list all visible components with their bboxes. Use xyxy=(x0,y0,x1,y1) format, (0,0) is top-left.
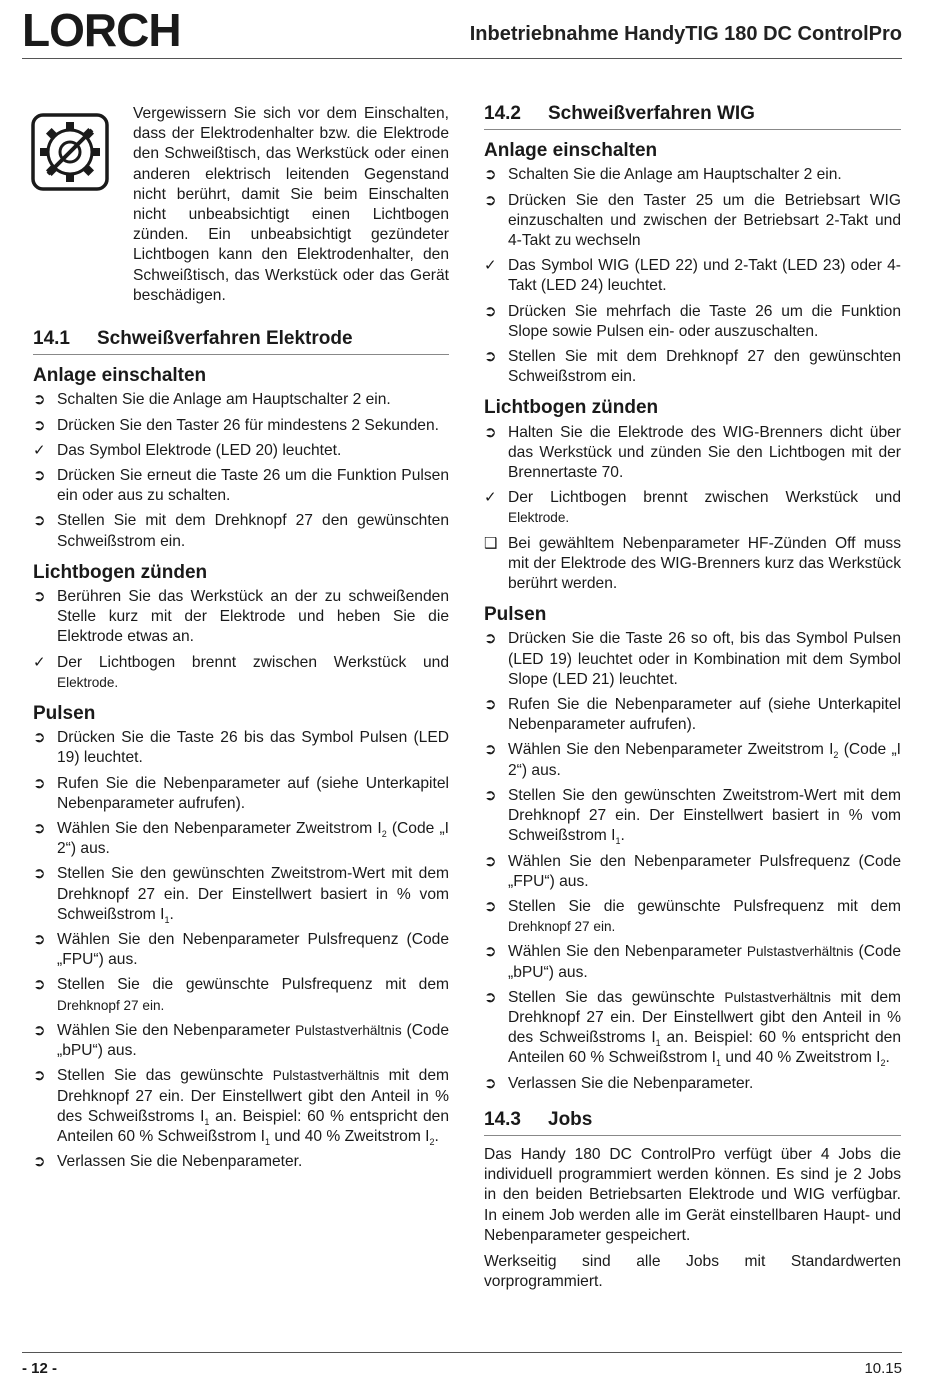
list-item: ✓ Das Symbol Elektrode (LED 20) leuchtet. xyxy=(33,441,449,461)
section-title: Jobs xyxy=(548,1108,593,1130)
subheading-lichtbogen: Lichtbogen zünden xyxy=(484,397,659,419)
list-item: ➲ Schalten Sie die Anlage am Hauptschalter 2 ein. xyxy=(484,165,901,185)
right-column xyxy=(484,104,901,1298)
subheading-lichtbogen: Lichtbogen zünden xyxy=(33,561,208,583)
arrow-icon: ➲ xyxy=(33,588,46,606)
subheading-pulsen: Pulsen xyxy=(33,703,96,725)
arrow-icon: ➲ xyxy=(33,391,46,409)
list-item: ➲ Verlassen Sie die Nebenparameter. xyxy=(33,1152,449,1172)
warning-text: Vergewissern Sie sich vor dem Einschalten, dass der Elektrodenhalter bzw. die Elektrode den Schweißtisch, das Werkstück oder einen anderen elektrisch leitenden Gegenstand nicht berührt, damit Sie beim Einschalten nicht unbeabsichtigt einen Lichtbogen zünden. Ein unbeabsichtigt gezündeter Lichtbogen kann den Elektrodenhalter, den Schweißtisch, das Werkstück oder das Gerät beschädigen. xyxy=(133,105,449,304)
jobs-paragraph-2: Werkseitig sind alle Jobs mit Standardwerten vorprogrammiert. xyxy=(484,1252,901,1291)
arrow-icon: ➲ xyxy=(33,1067,46,1085)
page-number: - 12 - xyxy=(22,1360,58,1377)
arrow-icon: ➲ xyxy=(33,729,46,747)
arrow-icon: ➲ xyxy=(33,512,46,530)
list-item: ❑ Bei gewähltem Nebenparameter HF-Zünden Off muss mit der Elektrode des WIG-Brenners kurz das Werkstück berührt werden. xyxy=(484,534,901,593)
arrow-icon: ➲ xyxy=(484,191,497,209)
brand-logo: LORCH xyxy=(22,4,181,56)
section-number: 14.2 xyxy=(484,103,521,124)
check-icon: ✓ xyxy=(484,489,497,507)
list-item: ➲ Berühren Sie das Werkstück an der zu schweißenden Stelle kurz mit der Elektrode und heben Sie die Elektrode etwas an. xyxy=(33,588,449,646)
steps-anlage xyxy=(33,390,449,551)
steps-lichtbogen xyxy=(33,587,449,693)
arrow-icon: ➲ xyxy=(484,786,497,804)
arrow-icon: ➲ xyxy=(484,348,497,366)
list-item: ➲ Rufen Sie die Nebenparameter auf (siehe Unterkapitel Nebenparameter aufrufen). xyxy=(484,696,901,734)
check-icon: ✓ xyxy=(33,653,46,671)
subheading-anlage: Anlage einschalten xyxy=(484,140,658,162)
section-title: Schweißverfahren Elektrode xyxy=(97,328,353,349)
list-item: ➲ Wählen Sie den Nebenparameter Pulsfrequenz (Code „FPU“) aus. xyxy=(33,931,449,969)
list-item: ➲ Wählen Sie den Nebenparameter Zweitstrom $I_2$ (Code „I 2“) aus. xyxy=(33,820,449,858)
warning-block xyxy=(33,104,449,320)
list-item: ➲ Verlassen Sie die Nebenparameter. xyxy=(484,1074,901,1094)
arrow-icon: ➲ xyxy=(484,630,497,648)
page-header xyxy=(22,6,902,59)
list-item: ✓ Das Symbol WIG (LED 22) und 2-Takt (LED 23) oder 4-Takt (LED 24) leuchtet. xyxy=(484,257,901,295)
gear-warning-icon xyxy=(30,112,110,192)
list-item: ➲ Wählen Sie den Nebenparameter Pulsfrequenz (Code „FPU“) aus. xyxy=(484,852,901,890)
jobs-paragraph-1: Das Handy 180 DC ControlPro verfügt über 4 Jobs die individuell programmiert werden können. Es sind je 2 Jobs in den beiden Betriebsarten Elektrode und WIG verfügbar. In einem Job werden alle im Gerät einstellbaren Haupt- und Nebenparameter gespeichert. xyxy=(484,1145,901,1244)
left-column xyxy=(33,104,449,1177)
list-item: ➲ Stellen Sie den gewünschten Zweitstrom-Wert mit dem Drehknopf 27 ein. Der Einstellwert basiert in % vom Schweißstrom $I_1$. xyxy=(33,865,449,925)
list-item: ➲ Stellen Sie den gewünschten Zweitstrom-Wert mit dem Drehknopf 27 ein. Der Einstellwert basiert in % vom Schweißstrom $I_1$. xyxy=(484,786,901,847)
steps-lichtbogen xyxy=(484,423,901,595)
arrow-icon: ➲ xyxy=(33,1153,46,1171)
checkbox-icon: ❑ xyxy=(484,534,498,552)
subheading-pulsen: Pulsen xyxy=(484,604,547,626)
document-title: Inbetriebnahme HandyTIG 180 DC ControlPro xyxy=(469,23,902,45)
list-item: ➲ Drücken Sie die Taste 26 bis das Symbol Pulsen (LED 19) leuchtet. xyxy=(33,729,449,767)
section-number: 14.3 xyxy=(484,1108,521,1130)
steps-pulsen xyxy=(33,728,449,1172)
list-item: ➲ Stellen Sie die gewünschte Pulsfrequenz mit dem Drehknopf 27 ein. xyxy=(484,897,901,935)
arrow-icon: ➲ xyxy=(484,852,497,870)
list-item: ➲ Wählen Sie den Nebenparameter Zweitstrom $I_2$ (Code „I 2“) aus. xyxy=(484,741,901,779)
list-item: ➲ Drücken Sie den Taster 25 um die Betriebsart WIG einzuschalten und zwischen der Betriebsart 2-Takt und 4-Takt zu wechseln xyxy=(484,191,901,250)
check-icon: ✓ xyxy=(484,257,497,275)
arrow-icon: ➲ xyxy=(484,166,497,184)
list-item: ➲ Wählen Sie den Nebenparameter Pulstastverhältnis (Code „bPU“) aus. xyxy=(33,1021,450,1060)
arrow-icon: ➲ xyxy=(33,774,46,792)
section-title: Schweißverfahren WIG xyxy=(548,103,755,124)
list-item: ✓ Der Lichtbogen brennt zwischen Werkstück und Elektrode. xyxy=(33,653,449,690)
steps-anlage xyxy=(484,165,901,387)
list-item: ➲ Halten Sie die Elektrode des WIG-Brenners dicht über das Werkstück und zünden Sie den Lichtbogen mit der Brennertaste 70. xyxy=(484,423,901,482)
list-item: ➲ Rufen Sie die Nebenparameter auf (siehe Unterkapitel Nebenparameter aufrufen). xyxy=(33,774,449,812)
list-item: ✓ Der Lichtbogen brennt zwischen Werkstück und Elektrode. xyxy=(484,489,901,526)
arrow-icon: ➲ xyxy=(33,820,46,838)
arrow-icon: ➲ xyxy=(484,423,497,441)
list-item: ➲ Stellen Sie die gewünschte Pulsfrequenz mit dem Drehknopf 27 ein. xyxy=(33,976,449,1013)
arrow-icon: ➲ xyxy=(484,302,497,320)
section-number: 14.1 xyxy=(33,328,70,349)
list-item: ➲ Drücken Sie mehrfach die Taste 26 um die Funktion Slope sowie Pulsen ein- oder auszuschalten. xyxy=(484,302,901,340)
section-14-3-heading xyxy=(484,1110,901,1136)
arrow-icon: ➲ xyxy=(484,943,497,961)
list-item: ➲ Drücken Sie die Taste 26 so oft, bis das Symbol Pulsen (LED 19) leuchtet oder in Kombination mit dem Symbol Slope (LED 21) leuchtet. xyxy=(484,630,901,688)
arrow-icon: ➲ xyxy=(33,467,46,485)
section-14-1-heading xyxy=(33,329,449,355)
subheading-anlage: Anlage einschalten xyxy=(33,365,207,387)
steps-pulsen xyxy=(484,629,901,1093)
arrow-icon: ➲ xyxy=(33,416,46,434)
list-item: ➲ Stellen Sie mit dem Drehknopf 27 den gewünschten Schweißstrom ein. xyxy=(484,348,901,386)
check-icon: ✓ xyxy=(33,441,46,459)
list-item: ➲ Stellen Sie das gewünschte Pulstastverhältnis mit dem Drehknopf 27 ein. Der Einstellwert gibt den Anteil in % des Schweißstroms $I_1$ an. Beispiel: 60 % entspricht den Anteilen 60 % Schweißstrom $I_1$ und 40 % Zweitstrom $I_2$. xyxy=(484,988,901,1069)
arrow-icon: ➲ xyxy=(484,741,497,759)
document-version: 10.15 xyxy=(864,1360,902,1377)
list-item: ➲ Wählen Sie den Nebenparameter Pulstastverhältnis (Code „bPU“) aus. xyxy=(484,943,901,981)
arrow-icon: ➲ xyxy=(484,988,497,1006)
arrow-icon: ➲ xyxy=(33,865,46,883)
page-footer xyxy=(22,1352,902,1377)
list-item: ➲ Stellen Sie das gewünschte Pulstastverhältnis mit dem Drehknopf 27 ein. Der Einstellwert gibt den Anteil in % des Schweißstroms $I_1$ an. Beispiel: 60 % entspricht den Anteilen 60 % Schweißstrom $I_1$ und 40 % Zweitstrom $I_2$. xyxy=(33,1067,449,1148)
list-item: ➲ Schalten Sie die Anlage am Hauptschalter 2 ein. xyxy=(33,390,449,410)
list-item: ➲ Drücken Sie erneut die Taste 26 um die Funktion Pulsen ein oder aus zu schalten. xyxy=(33,467,449,505)
arrow-icon: ➲ xyxy=(33,1021,46,1039)
arrow-icon: ➲ xyxy=(484,696,497,714)
arrow-icon: ➲ xyxy=(33,931,46,949)
arrow-icon: ➲ xyxy=(484,897,497,915)
arrow-icon: ➲ xyxy=(33,976,46,994)
list-item: ➲ Drücken Sie den Taster 26 für mindestens 2 Sekunden. xyxy=(33,416,449,436)
list-item: ➲ Stellen Sie mit dem Drehknopf 27 den gewünschten Schweißstrom ein. xyxy=(33,512,449,550)
arrow-icon: ➲ xyxy=(484,1074,497,1092)
section-14-2-heading xyxy=(484,104,901,130)
